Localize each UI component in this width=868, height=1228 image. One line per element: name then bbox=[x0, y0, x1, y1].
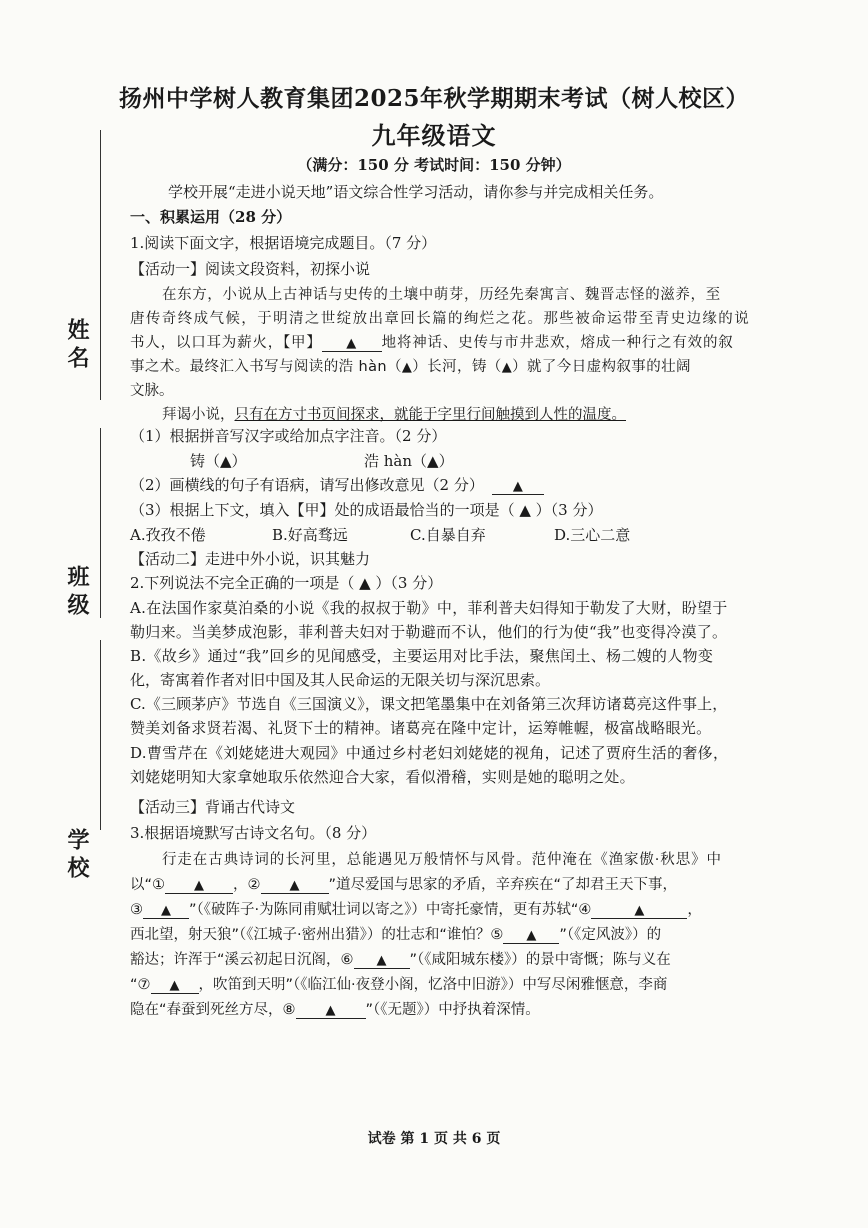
passage-line: ③ ▲ ”（《破阵子·为陈同甫赋壮词以寄之》）中寄托豪情，更有苏轼“④ ▲ ， bbox=[130, 902, 702, 918]
binding-line-school bbox=[100, 640, 101, 830]
q2-stem: 2.下列说法不完全正确的一项是（ ▲ ）（3 分） bbox=[130, 574, 443, 592]
exam-subtitle: 九年级语文 bbox=[371, 121, 497, 150]
passage-line: 以“① ▲ ，② ▲ ”道尽爱国与思家的矛盾，辛弃疾在“了却君王天下事， bbox=[130, 877, 678, 893]
activity-2: 【活动二】走进中外小说，识其魅力 bbox=[130, 550, 371, 568]
answer-blank-7[interactable]: ▲ bbox=[151, 977, 199, 994]
passage-line: 隐在“春蚕到死丝方尽，⑧ ▲ ”（《无题》）中抒执着深情。 bbox=[130, 1002, 540, 1018]
answer-blank-3[interactable]: ▲ bbox=[143, 902, 189, 919]
passage-line: 行走在古典诗词的长河里，总能遇见万般情怀与风骨。范仲淹在《渔家傲·秋思》中 bbox=[162, 852, 722, 868]
passage-line: “⑦ ▲ ，吹笛到天明”（《临江仙·夜登小阁，忆洛中旧游》）中写尽闲雅惬意，李商 bbox=[130, 977, 668, 993]
answer-blank-2[interactable]: ▲ bbox=[261, 877, 329, 894]
choice-a-line: 勒归来。当美梦成泡影，菲利普夫妇对于勒避而不认，他们的行为使“我”也变得冷漠了。 bbox=[130, 623, 728, 641]
answer-blank-5[interactable]: ▲ bbox=[503, 927, 559, 944]
choice-d-line: D.曹雪芹在《刘姥姥进大观园》中通过乡村老妇刘姥姥的视角，记述了贾府生活的奢侈， bbox=[130, 744, 729, 762]
answer-blank-8[interactable]: ▲ bbox=[296, 1002, 366, 1019]
binding-line-class bbox=[100, 428, 101, 618]
passage-line: 文脉。 bbox=[130, 383, 174, 399]
q1-stem: 1.阅读下面文字，根据语境完成题目。（7 分） bbox=[130, 234, 437, 252]
passage-line: 拜谒小说，只有在方寸书页间探求，就能于字里行间触摸到人性的温度。 bbox=[162, 407, 626, 423]
option-b[interactable]: B.好高骛远 bbox=[272, 526, 348, 544]
passage-line: 事之术。最终汇入书写与阅读的浩 hàn（▲）长河，铸（▲）就了今日虚构叙事的壮阔 bbox=[130, 359, 691, 375]
school-label: 学校 bbox=[64, 828, 90, 884]
choice-a-line: A.在法国作家莫泊桑的小说《我的叔叔于勒》中，菲利普夫妇得知于勒发了大财，盼望于 bbox=[130, 599, 728, 617]
intro-text: 学校开展“走进小说天地”语文综合性学习活动，请你参与并完成相关任务。 bbox=[168, 183, 664, 201]
page-footer: 试卷 第 1 页 共 6 页 bbox=[367, 1131, 501, 1147]
passage-line: 西北望，射天狼”（《江城子·密州出猎》）的壮志和“谁怕？⑤ ▲ ”（《定风波》）的 bbox=[130, 927, 662, 943]
option-d[interactable]: D.三心二意 bbox=[554, 526, 631, 544]
choice-b-line: B.《故乡》通过“我”回乡的见闻感受，主要运用对比手法，聚焦闰土、杨二嫂的人物变 bbox=[130, 647, 714, 665]
passage-line: 唐传奇终成气候，于明清之世绽放出章回长篇的绚烂之花。那些被命运带至青史边缘的说 bbox=[130, 311, 751, 327]
answer-blank[interactable]: ▲ bbox=[492, 476, 544, 495]
q1-1: （1）根据拼音写汉字或给加点字注音。（2 分） bbox=[130, 427, 447, 445]
exam-meta: （满分：150 分 考试时间：150 分钟） bbox=[297, 156, 571, 174]
section-heading: 一、积累运用（28 分） bbox=[130, 208, 292, 226]
exam-title: 扬州中学树人教育集团2025年秋学期期末考试（树人校区） bbox=[118, 85, 749, 112]
q1-1-a[interactable]: 铸（▲） bbox=[190, 452, 247, 470]
option-c[interactable]: C.自暴自弃 bbox=[410, 526, 486, 544]
answer-blank-6[interactable]: ▲ bbox=[354, 952, 410, 969]
choice-c-line: C.《三顾茅庐》节选自《三国演义》，课文把笔墨集中在刘备第三次拜访诸葛亮这件事上， bbox=[130, 695, 728, 713]
q3-stem: 3.根据语境默写古诗文名句。（8 分） bbox=[130, 824, 377, 842]
passage-line: 豁达；许浑于“溪云初起日沉阁，⑥ ▲ ”（《咸阳城东楼》）的景中寄慨；陈与义在 bbox=[130, 952, 671, 968]
option-a[interactable]: A.孜孜不倦 bbox=[130, 526, 206, 544]
choice-c-line: 赞美刘备求贤若渴、礼贤下士的精神。诸葛亮在隆中定计，运筹帷幄，极富战略眼光。 bbox=[130, 719, 712, 737]
activity-1: 【活动一】阅读文段资料，初探小说 bbox=[130, 260, 371, 278]
passage-line: 在东方，小说从上古神话与史传的土壤中萌芽，历经先秦寓言、魏晋志怪的滋养，至 bbox=[162, 287, 721, 303]
choice-b-line: 化，寄寓着作者对旧中国及其人民命运的无限关切与深沉思索。 bbox=[130, 671, 551, 689]
passage-line: 书人，以口耳为薪火，【甲】 ▲ 地将神话、史传与市井悲欢，熔成一种行之有效的叙 bbox=[130, 335, 734, 351]
activity-3: 【活动三】背诵古代诗文 bbox=[130, 798, 296, 816]
choice-d-line: 刘姥姥明知大家拿她取乐依然迎合大家，看似滑稽，实则是她的聪明之处。 bbox=[130, 768, 635, 786]
name-label: 姓名 bbox=[64, 318, 90, 374]
q1-1-b[interactable]: 浩 hàn（▲） bbox=[364, 452, 454, 470]
q1-2: （2）画横线的句子有语病，请写出修改意见（2 分） ▲ bbox=[130, 474, 544, 495]
class-label: 班级 bbox=[64, 565, 90, 621]
answer-blank[interactable]: ▲ bbox=[322, 335, 382, 352]
q1-3: （3）根据上下文，填入【甲】处的成语最恰当的一项是（ ▲ ）（3 分） bbox=[130, 501, 603, 519]
answer-blank-4[interactable]: ▲ bbox=[591, 902, 687, 919]
answer-blank-1[interactable]: ▲ bbox=[165, 877, 233, 894]
